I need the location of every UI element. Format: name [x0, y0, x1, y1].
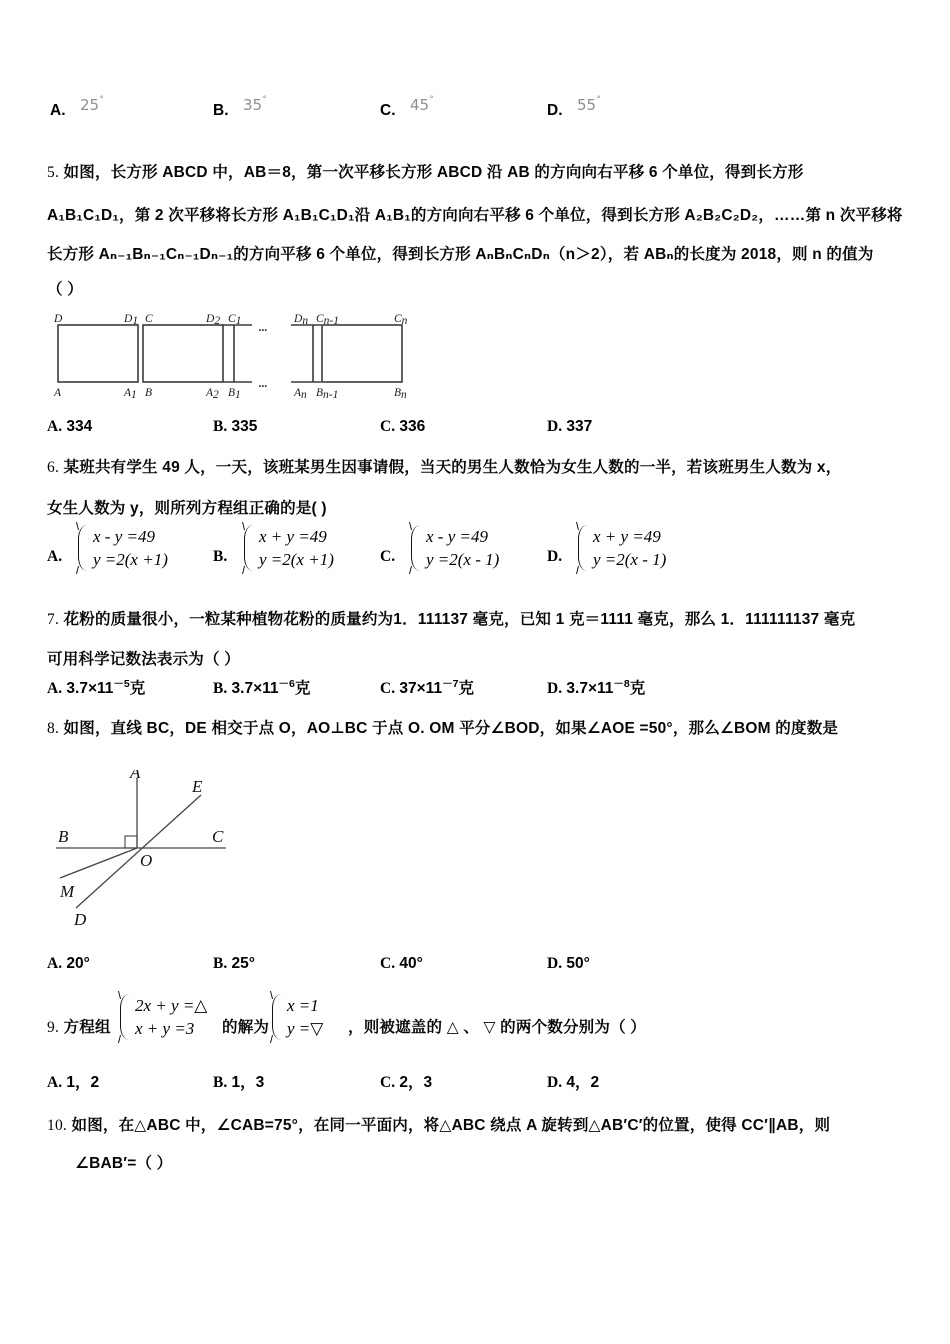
question-6-option-c-label-box[interactable]: [380, 548, 395, 566]
top-option-a[interactable]: [50, 102, 66, 120]
question-9-system-1-eq2: x + y =3: [135, 1019, 195, 1038]
question-9-option-b-label: B.: [213, 1074, 228, 1091]
question-6-option-c-system: [411, 525, 499, 571]
question-5-option-c[interactable]: [380, 418, 425, 436]
question-6-option-d-label-box[interactable]: [547, 548, 562, 566]
figure-label-D2: D2: [206, 313, 221, 327]
brace-icon: [78, 525, 89, 571]
question-9-option-d-label: D.: [547, 1074, 563, 1091]
top-option-d-value: 55˚: [577, 96, 602, 114]
question-5-line-1: [47, 160, 803, 182]
question-5-line-2: A₁B₁C₁D₁，第 2 次平移将长方形 A₁B₁C₁D₁沿 A₁B₁的方向向右平移 6 个单位，得到长方形 A₂B₂C₂D₂，……第 n 次平移将: [47, 207, 903, 224]
figure-label-B: B: [145, 387, 153, 398]
question-7-option-c-unit: 克: [458, 680, 474, 698]
question-8-option-d-text: 50°: [566, 955, 590, 972]
question-9-prefix: 方程组: [63, 1019, 111, 1036]
question-7-option-b-label: B.: [213, 680, 228, 698]
top-option-b-label: B.: [213, 102, 229, 119]
brace-icon: [244, 525, 255, 571]
question-6-line-1: [47, 455, 841, 477]
question-8-option-c-label: C.: [380, 955, 396, 972]
question-6-option-a-system: [78, 525, 168, 571]
question-6-option-b-eq2: y =2(x +1): [259, 550, 334, 569]
figure-label-Cn: Cn: [394, 313, 408, 327]
question-6-option-c-eq1: x - y =49: [426, 527, 488, 546]
question-10-line-2: ∠BAB′=（ ）: [75, 1155, 173, 1172]
question-6-option-a-label-box[interactable]: [47, 548, 62, 566]
question-8-option-c[interactable]: [380, 955, 423, 973]
brace-icon: [578, 525, 589, 571]
figure8-label-A: A: [130, 770, 141, 782]
question-7-option-b[interactable]: [213, 676, 310, 698]
question-8-text-1: 如图，直线 BC，DE 相交于点 O，AO⊥BC 于点 O. OM 平分∠BOD，如果∠AOE =50°，那么∠BOM 的度数是: [63, 720, 839, 737]
top-option-b-value: 35˚: [243, 96, 268, 114]
question-7-option-a-unit: 克: [129, 680, 146, 698]
question-6-line-2: 女生人数为 y，则所列方程组正确的是( ): [47, 500, 327, 517]
question-6-option-b-system: [244, 525, 334, 571]
question-9-option-a-label: A.: [47, 1074, 63, 1091]
question-7-option-a-label: A.: [47, 680, 63, 698]
question-7-option-c-base: 37×11: [399, 680, 443, 698]
question-10-number: 10.: [47, 1117, 67, 1134]
question-6-text-1: 某班共有学生 49 人，一天，该班某男生因事请假，当天的男生人数恰为女生人数的一半，若该班男生人数为 x，: [63, 459, 842, 476]
question-7-option-b-exp: －6: [278, 678, 295, 690]
question-10-text-1: 如图，在△ABC 中，∠CAB=75°，在同一平面内，将△ABC 绕点 A 旋转到△AB′C′的位置，使得 CC′∥AB，则: [71, 1117, 831, 1134]
question-5-figure: [46, 303, 446, 398]
top-option-a-label: A.: [50, 102, 66, 119]
figure8-label-D: D: [74, 910, 87, 929]
question-6-option-d-eq2: y =2(x - 1): [593, 550, 667, 569]
question-10-line-1: [47, 1113, 830, 1135]
question-9-option-b-text: 1，3: [231, 1074, 265, 1091]
question-5-option-a-text: 334: [66, 418, 93, 435]
question-8-option-b[interactable]: [213, 955, 255, 973]
figure8-label-M: M: [60, 882, 75, 901]
figure-ellipsis-bottom: ...: [259, 378, 268, 390]
figure8-label-B: B: [58, 827, 69, 846]
question-9-system-2-eq2: y =▽: [287, 1019, 324, 1038]
question-9-option-a[interactable]: [47, 1070, 99, 1092]
question-7-option-b-unit: 克: [294, 680, 311, 698]
figure-label-C: C: [145, 313, 153, 325]
figure-label-D1: D1: [124, 313, 139, 327]
question-8-line-1: [47, 716, 838, 738]
question-8-figure: [46, 770, 286, 935]
figure-label-A: A: [54, 387, 62, 398]
question-8-option-b-text: 25°: [231, 955, 255, 972]
question-9-option-c[interactable]: [380, 1070, 432, 1092]
figure-label-A1: A1: [124, 387, 137, 398]
question-5-option-b-text: 335: [231, 418, 258, 435]
question-6-option-b-label-box[interactable]: [213, 548, 227, 566]
translated-rectangles-svg: [46, 303, 446, 398]
question-9-suffix: ，则被遮盖的 △ 、 ▽ 的两个数分别为（ ）: [348, 1019, 646, 1036]
figure-label-Dn: Dn: [294, 313, 309, 327]
question-9-system-1: [120, 994, 207, 1040]
question-6-option-b-eq1: x + y =49: [259, 527, 327, 546]
question-6-option-c-eq2: y =2(x - 1): [426, 550, 500, 569]
question-5-option-d-text: 337: [566, 418, 593, 435]
question-8-option-d[interactable]: [547, 955, 590, 973]
question-9-system-1-eq1: 2x + y =△: [135, 996, 208, 1015]
question-9-middle: 的解为: [222, 1019, 270, 1036]
question-5-line-3: 长方形 Aₙ₋₁Bₙ₋₁Cₙ₋₁Dₙ₋₁的方向平移 6 个单位，得到长方形 AₙBₙCₙDₙ（n＞2），若 ABₙ的长度为 2018，则 n 的值为: [47, 246, 874, 263]
question-5-option-a-label: A.: [47, 418, 63, 435]
figure-label-A2: A2: [206, 387, 219, 398]
question-5-option-a[interactable]: [47, 418, 92, 436]
top-option-c-value: 45˚: [410, 96, 435, 114]
intersecting-lines-svg: [46, 770, 286, 930]
question-9-option-a-text: 1，2: [66, 1074, 100, 1091]
figure-label-Cn-1: Cn-1: [316, 313, 340, 327]
question-8-option-a[interactable]: [47, 955, 90, 973]
question-6-option-a-label: A.: [47, 548, 63, 565]
question-7-option-d[interactable]: [547, 676, 645, 698]
question-8-number: 8.: [47, 720, 60, 737]
question-8-option-a-label: A.: [47, 955, 63, 972]
question-6-option-d-system: [578, 525, 666, 571]
figure-label-D: D: [54, 313, 63, 325]
question-7-option-c-label: C.: [380, 680, 396, 698]
question-8-option-d-label: D.: [547, 955, 563, 972]
question-9-option-d[interactable]: [547, 1070, 599, 1092]
figure-label-C1: C1: [228, 313, 242, 327]
question-5-option-b-label: B.: [213, 418, 228, 435]
question-5-option-d-label: D.: [547, 418, 563, 435]
question-5-number: 5.: [47, 164, 60, 181]
question-7-option-d-label: D.: [547, 680, 563, 698]
question-7-option-a-exp: －5: [113, 678, 130, 690]
question-7-option-a-base: 3.7×11: [66, 680, 114, 698]
question-9-option-c-text: 2，3: [399, 1074, 433, 1091]
question-5-option-b[interactable]: [213, 418, 257, 436]
question-5-option-d[interactable]: [547, 418, 592, 436]
question-7-option-b-base: 3.7×11: [231, 680, 279, 698]
figure-label-Bn: Bn: [394, 387, 407, 398]
top-option-d-label: D.: [547, 102, 563, 119]
question-7-line-1: [47, 607, 855, 629]
top-option-c[interactable]: [380, 102, 396, 120]
figure8-label-E: E: [192, 777, 203, 796]
question-6-number: 6.: [47, 459, 60, 476]
figure-label-An: An: [294, 387, 307, 398]
question-7-option-c-exp: －7: [442, 678, 459, 690]
question-8-option-a-text: 20°: [66, 955, 90, 972]
figure-ellipsis-top: ...: [259, 322, 268, 334]
figure8-label-C: C: [212, 827, 224, 846]
question-5-option-c-text: 336: [399, 418, 426, 435]
question-8-option-c-text: 40°: [399, 955, 423, 972]
question-9-option-c-label: C.: [380, 1074, 396, 1091]
question-7-line-2: 可用科学记数法表示为（ ）: [47, 651, 240, 668]
question-9-option-b[interactable]: [213, 1070, 264, 1092]
question-6-option-d-eq1: x + y =49: [593, 527, 661, 546]
question-9-prefix-box: [47, 1015, 111, 1037]
brace-icon: [411, 525, 422, 571]
question-7-option-d-exp: －8: [613, 678, 630, 690]
question-6-option-a-eq2: y =2(x +1): [93, 550, 168, 569]
question-5-text-1: 如图，长方形 ABCD 中，AB＝8，第一次平移长方形 ABCD 沿 AB 的方向向右平移 6 个单位，得到长方形: [63, 164, 804, 181]
question-5-line-4: （ ）: [47, 281, 83, 298]
question-9-system-2: [272, 994, 323, 1040]
question-9-option-d-text: 4，2: [566, 1074, 600, 1091]
top-option-d[interactable]: [547, 102, 563, 120]
question-5-option-c-label: C.: [380, 418, 396, 435]
question-8-option-b-label: B.: [213, 955, 228, 972]
question-9-number: 9.: [47, 1019, 60, 1036]
question-6-option-c-label: C.: [380, 548, 396, 565]
question-7-text-1: 花粉的质量很小，一粒某种植物花粉的质量约为1．111137 毫克，已知 1 克＝1111 毫克，那么 1．111111137 毫克: [63, 611, 856, 628]
top-option-c-label: C.: [380, 102, 396, 119]
figure8-label-O: O: [140, 851, 153, 870]
question-6-option-b-label: B.: [213, 548, 228, 565]
brace-icon: [272, 994, 283, 1040]
brace-icon: [120, 994, 131, 1040]
figure-label-B1: B1: [228, 387, 241, 398]
question-7-number: 7.: [47, 611, 60, 628]
question-6-option-a-eq1: x - y =49: [93, 527, 155, 546]
question-6-option-d-label: D.: [547, 548, 563, 565]
question-7-option-d-base: 3.7×11: [566, 680, 614, 698]
question-7-option-a[interactable]: [47, 676, 145, 698]
top-option-a-value: 25˚: [80, 96, 105, 114]
figure-label-Bn-1: Bn-1: [316, 387, 339, 398]
question-9-system-2-eq1: x =1: [287, 996, 319, 1015]
top-option-b[interactable]: [213, 102, 229, 120]
question-7-option-c[interactable]: [380, 676, 474, 698]
question-7-option-d-unit: 克: [629, 680, 646, 698]
